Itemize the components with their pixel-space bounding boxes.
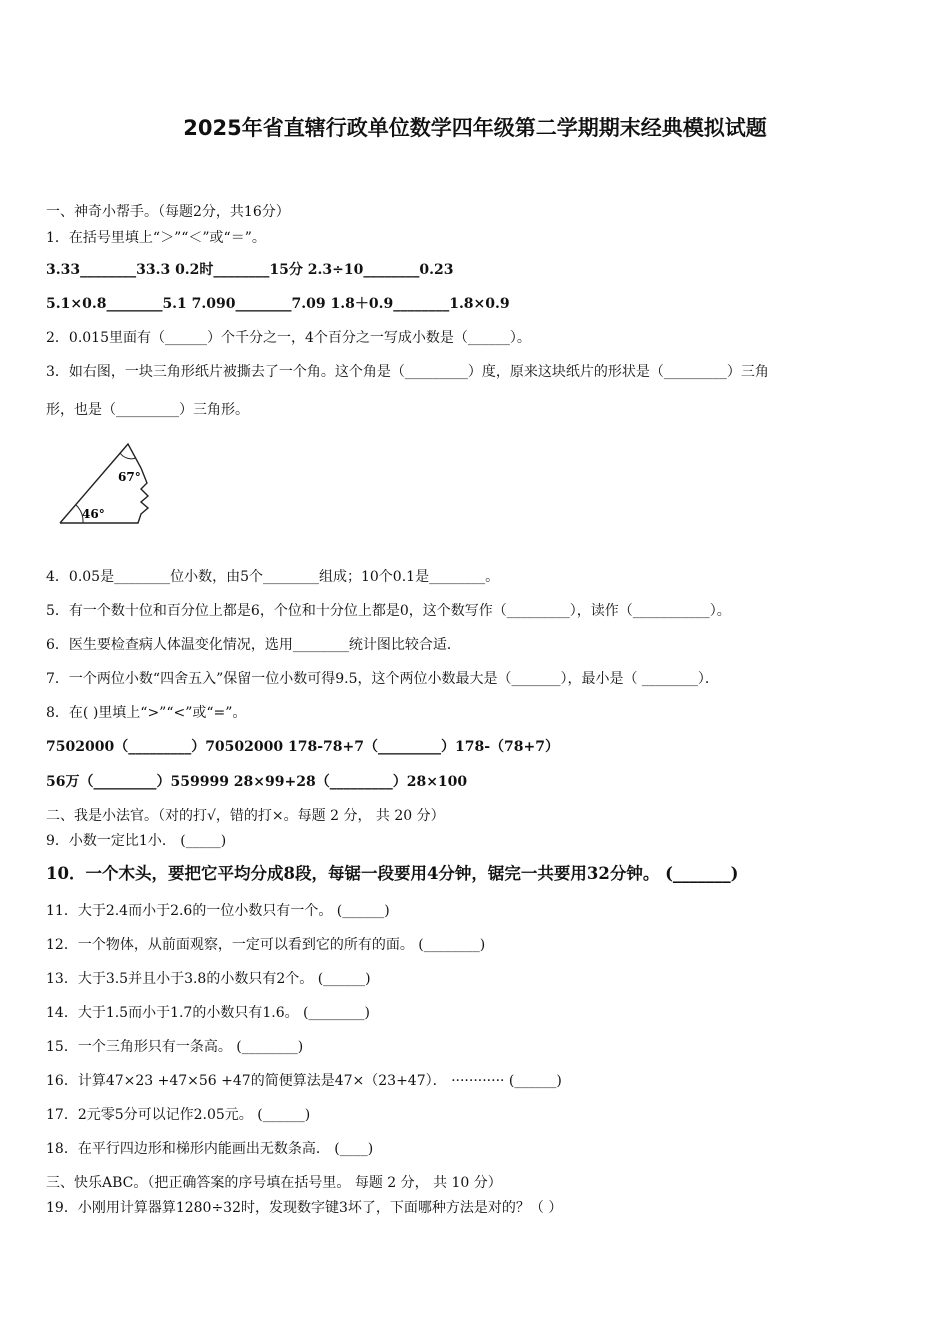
section-1-heading: 一、神奇小帮手。（每题2分，共16分） (46, 204, 290, 220)
question-2: 2．0.015里面有（______）个千分之一，4个百分之一写成小数是（______）。 (46, 330, 531, 346)
question-3-line-1: 3．如右图，一块三角形纸片被撕去了一个角。这个角是（_________）度，原来这块纸片的形状是（_________）三角 (46, 364, 769, 380)
question-11: 11．大于2.4而小于2.6的一位小数只有一个。 (______) (46, 903, 390, 919)
question-14: 14．大于1.5而小于1.7的小数只有1.6。 (________) (46, 1005, 370, 1021)
angle-label-top: 67° (118, 470, 141, 484)
question-19: 19．小刚用计算器算1280÷32时，发现数字键3坏了，下面哪种方法是对的？（ ） (46, 1200, 563, 1216)
question-8-row-a: 7502000（_________）70502000 178-78+7（_________）178-（78+7） (46, 739, 559, 755)
section-2-heading: 二、我是小法官。（对的打√，错的打×。每题 2 分， 共 20 分） (46, 808, 445, 824)
torn-triangle-figure (55, 436, 165, 531)
question-6: 6．医生要检查病人体温变化情况，选用________统计图比较合适． (46, 637, 461, 653)
page-title: 2025年省直辖行政单位数学四年级第二学期期末经典模拟试题 (183, 116, 767, 140)
question-16: 16．计算47×23 +47×56 +47的简便算法是47×（23+47）． ············ (______) (46, 1073, 562, 1089)
question-12: 12．一个物体，从前面观察，一定可以看到它的所有的面。 (________) (46, 937, 486, 953)
question-10: 10．一个木头，要把它平均分成8段，每锯一段要用4分钟，锯完一共要用32分钟。 (_______) (46, 864, 739, 883)
question-3-line-2: 形，也是（_________）三角形。 (46, 402, 249, 418)
question-15: 15．一个三角形只有一条高。 (________) (46, 1039, 304, 1055)
question-1-row-a: 3.33________33.3 0.2时________15分 2.3÷10________0.23 (46, 262, 454, 278)
question-18: 18．在平行四边形和梯形内能画出无数条高． (____) (46, 1141, 374, 1157)
question-8-row-b: 56万（_________）559999 28×99+28（_________）28×100 (46, 774, 468, 790)
section-3-heading: 三、快乐ABC。（把正确答案的序号填在括号里。 每题 2 分， 共 10 分） (46, 1175, 502, 1191)
question-7: 7．一个两位小数“四舍五入”保留一位小数可得9.5，这个两位小数最大是（_______），最小是（ ________）． (46, 671, 719, 687)
question-1-row-b: 5.1×0.8________5.1 7.090________7.09 1.8＋0.9________1.8×0.9 (46, 296, 510, 312)
question-17: 17．2元零5分可以记作2.05元。 (______) (46, 1107, 311, 1123)
question-4: 4．0.05是________位小数，由5个________组成；10个0.1是________。 (46, 569, 500, 585)
question-1: 1．在括号里填上“＞”“＜”或“＝”。 (46, 230, 266, 246)
angle-label-bottom: 46° (82, 507, 105, 521)
question-8: 8．在( )里填上“>”“<”或“=”。 (46, 705, 247, 721)
question-13: 13．大于3.5并且小于3.8的小数只有2个。 (______) (46, 971, 371, 987)
question-9: 9．小数一定比1小． (_____) (46, 833, 227, 849)
question-5: 5．有一个数十位和百分位上都是6，个位和十分位上都是0，这个数写作（_________），读作（___________）。 (46, 603, 731, 619)
